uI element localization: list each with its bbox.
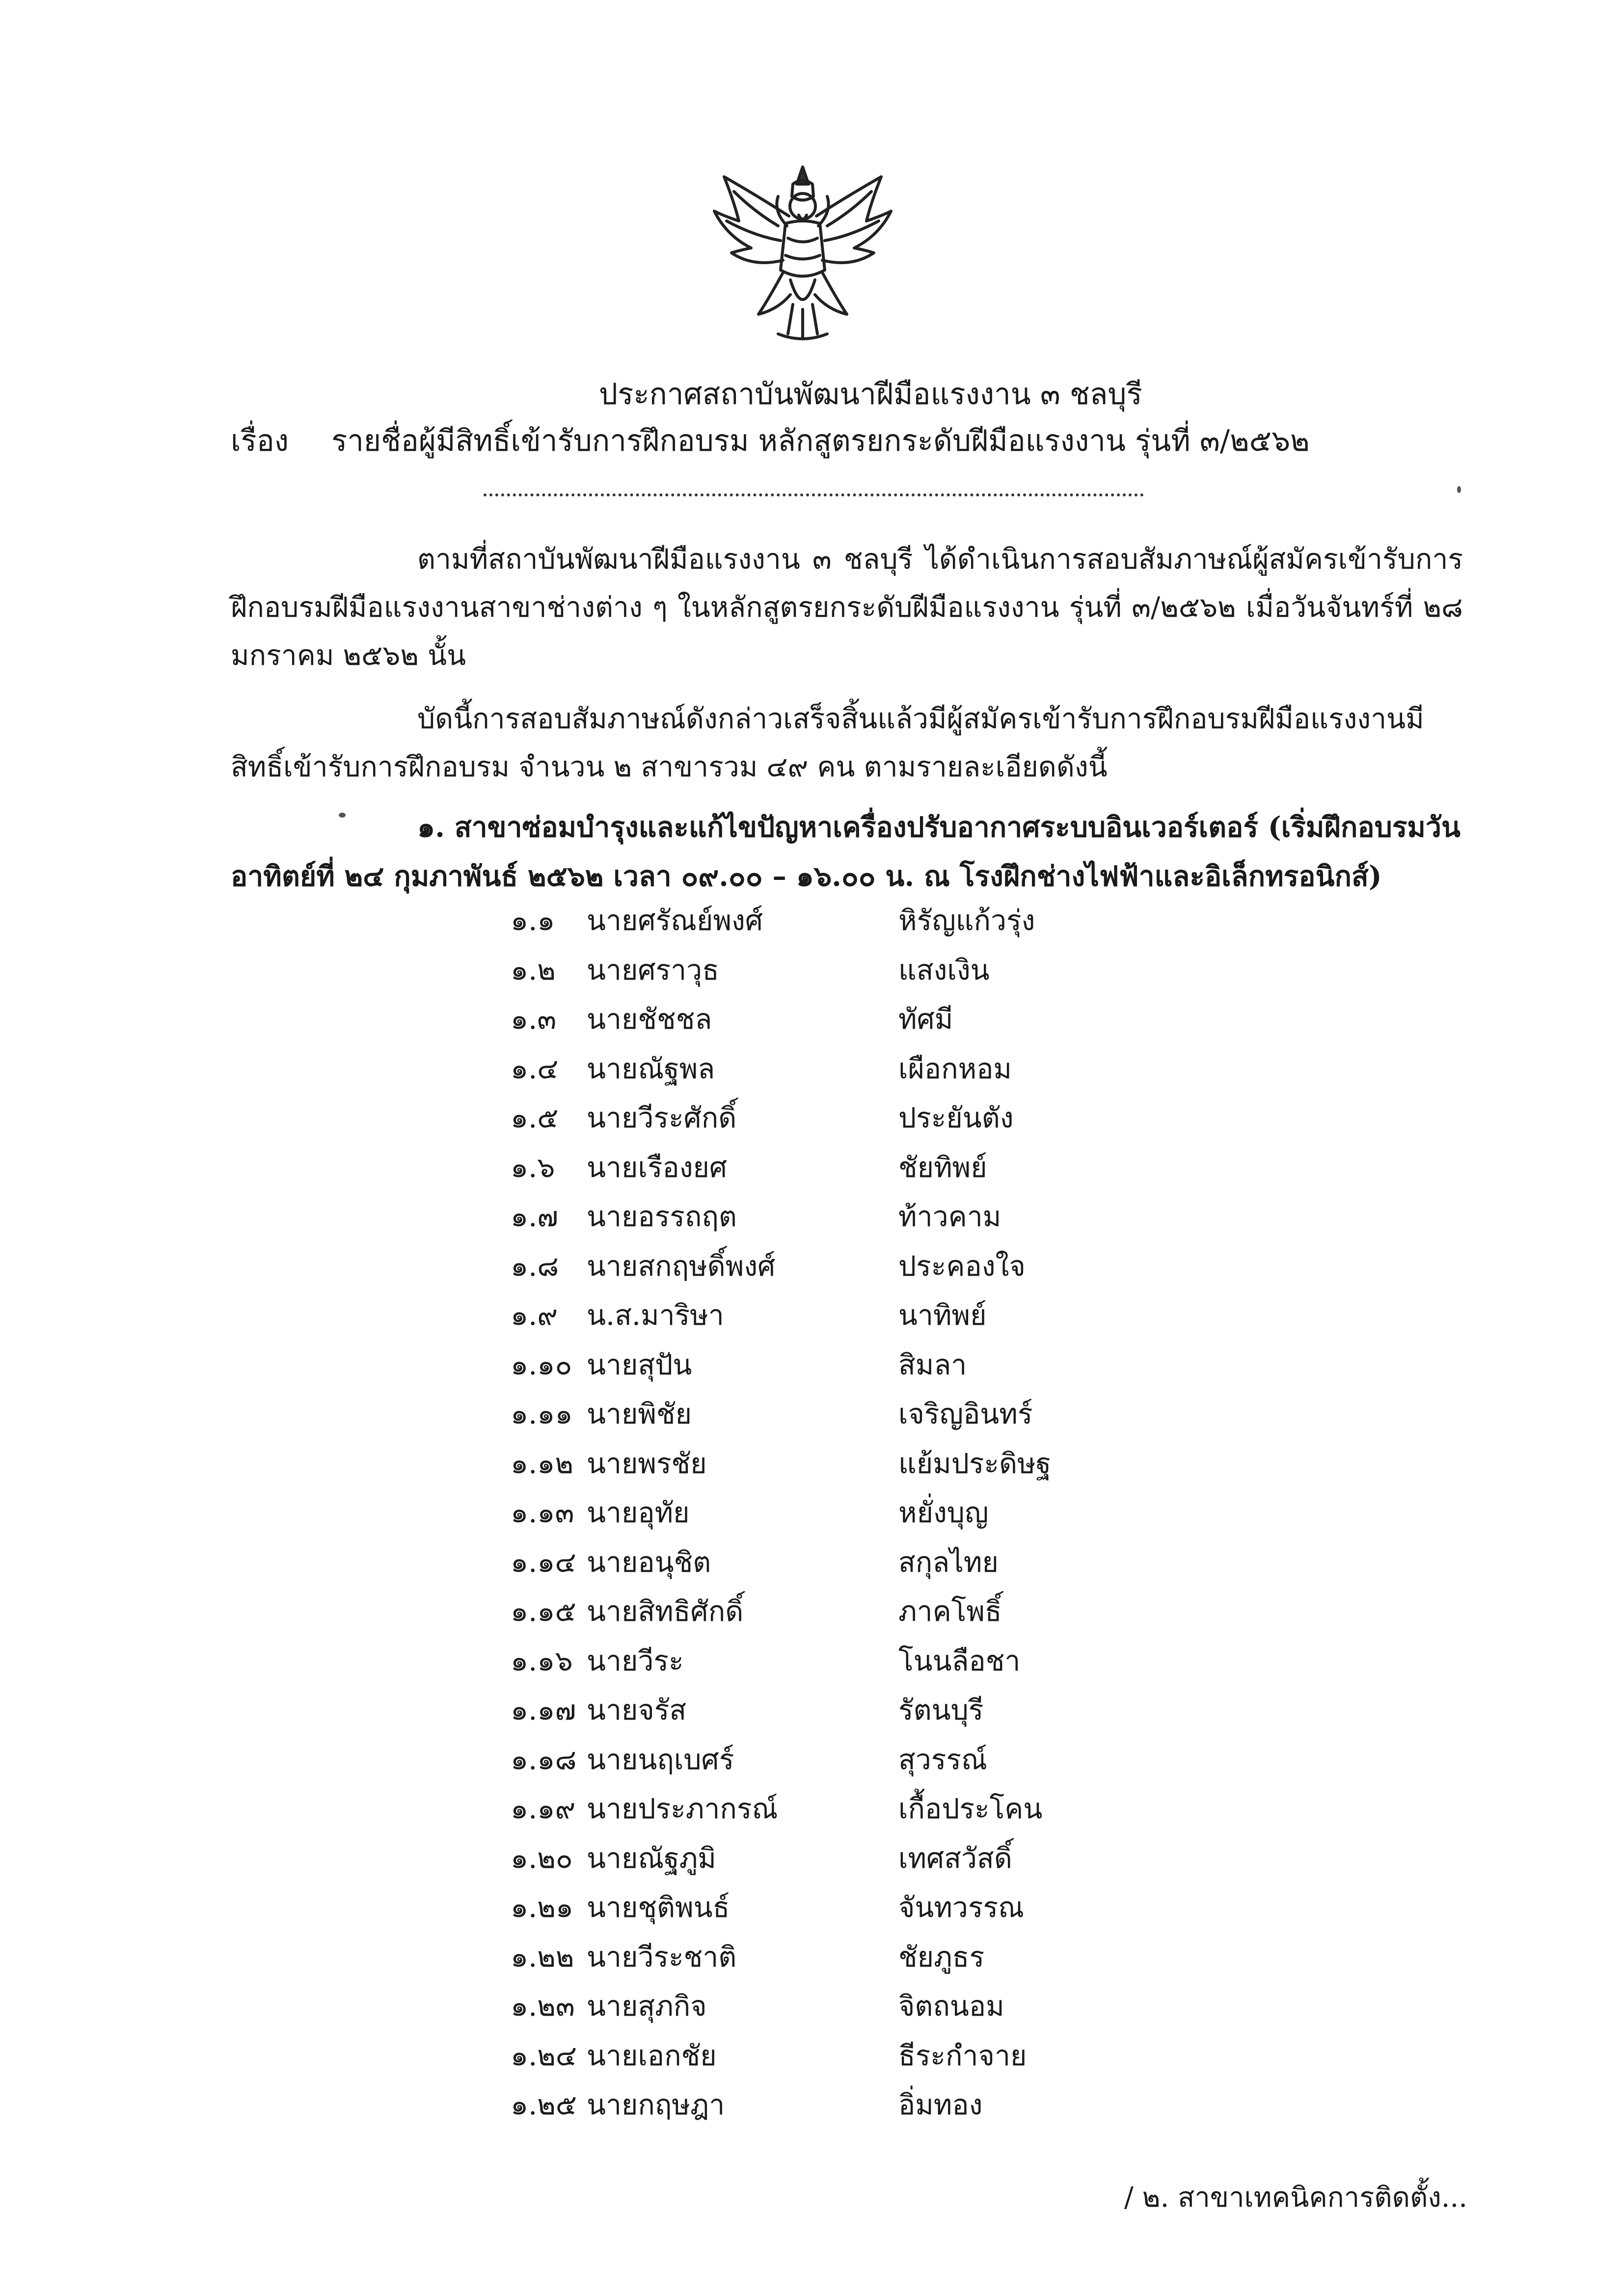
name-number: ๑.๕: [511, 1102, 559, 1134]
first-name: น.ส.มาริษา: [587, 1299, 724, 1332]
name-number: ๑.๑๘: [511, 1743, 577, 1776]
first-name: นายอนุชิต: [587, 1546, 711, 1579]
last-name: นาทิพย์: [898, 1299, 987, 1332]
first-name: นายเอกชัย: [587, 2039, 717, 2072]
first-name: นายอุทัย: [587, 1497, 690, 1529]
name-number: ๑.๒๕: [511, 2089, 577, 2121]
first-name: นายณัฐภูมิ: [587, 1842, 716, 1875]
subject-label: เรื่อง: [231, 424, 289, 458]
name-number: ๑.๒๔: [511, 2039, 577, 2072]
name-number: ๑.๒: [511, 954, 556, 986]
last-name: สกุลไทย: [898, 1546, 999, 1579]
last-name: เจริญอินทร์: [898, 1398, 1033, 1430]
first-name: นายสกฤษดิ์พงศ์: [587, 1250, 776, 1283]
subject-line: [231, 417, 1310, 464]
last-name: จิตถนอม: [898, 1990, 1004, 2023]
first-name: นายวีระชาติ: [587, 1941, 737, 1973]
first-name: นายวีระศักดิ์: [587, 1102, 737, 1134]
last-name: ธีระกำจาย: [898, 2039, 1027, 2072]
first-name: นายณัฐพล: [587, 1052, 715, 1085]
first-name: นายชุติพนธ์: [587, 1891, 730, 1924]
first-name: นายสิทธิศักดิ์: [587, 1595, 744, 1628]
section-1-title: [231, 803, 1463, 901]
name-number: ๑.๒๓: [511, 1990, 575, 2023]
first-name: นายศรัณย์พงศ์: [587, 904, 763, 937]
name-number: ๑.๑: [511, 904, 555, 937]
name-number: ๑.๒๒: [511, 1941, 574, 1973]
name-number: ๑.๗: [511, 1201, 559, 1233]
name-number: ๑.๘: [511, 1250, 559, 1283]
continuation-note: / ๒. สาขาเทคนิคการติดตั้ง...: [1124, 2182, 1468, 2214]
first-name: นายวีระ: [587, 1644, 684, 1677]
name-number: ๑.๒๐: [511, 1842, 573, 1875]
last-name: ชัยทิพย์: [898, 1151, 987, 1184]
name-number: ๑.๑๕: [511, 1595, 576, 1628]
last-name: อิ่มทอง: [898, 2089, 983, 2121]
first-name: นายชัชชล: [587, 1003, 712, 1036]
last-name: ท้าวคาม: [898, 1201, 1001, 1233]
first-name: นายสุปัน: [587, 1348, 692, 1381]
garuda-emblem: [704, 157, 901, 354]
section-1-title-text: ๑. สาขาซ่อมบำรุงและแก้ไขปัญหาเครื่องปรับอากาศระบบอินเวอร์เตอร์ (เริ่มฝึกอบรมวันอาทิตย์ที่ ๒๔ กุมภาพันธ์ ๒๕๖๒ เวลา ๐๙.๐๐ – ๑๖.๐๐ น. ณ โรงฝึกช่างไฟฟ้าและอิเล็กทรอนิกส์): [231, 811, 1461, 893]
first-name: นายเรืองยศ: [587, 1151, 728, 1184]
last-name: ชัยภูธร: [898, 1941, 985, 1973]
name-number: ๑.๑๐: [511, 1348, 572, 1381]
last-name: เกื้อประโคน: [898, 1793, 1043, 1825]
last-name: เทศสวัสดิ์: [898, 1842, 1012, 1875]
last-name: หยั่งบุญ: [898, 1497, 989, 1529]
name-number: ๑.๓: [511, 1003, 557, 1036]
last-name: สิมลา: [898, 1348, 967, 1381]
last-name: เผือกหอม: [898, 1052, 1012, 1085]
first-name: นายพิชัย: [587, 1398, 692, 1430]
first-name: นายจรัส: [587, 1694, 687, 1726]
first-name: นายอรรถฤต: [587, 1201, 737, 1233]
last-name: สุวรรณ์: [898, 1743, 987, 1776]
announcement-title: ประกาศสถาบันพัฒนาฝีมือแรงงาน ๓ ชลบุรี: [599, 377, 1142, 411]
last-name: รัตนบุรี: [898, 1694, 984, 1726]
last-name: แย้มประดิษฐ: [898, 1447, 1052, 1480]
name-number: ๑.๑๔: [511, 1546, 576, 1579]
last-name: ทัศมี: [898, 1003, 953, 1036]
dotted-separator: [484, 493, 1144, 496]
name-number: ๑.๑๑: [511, 1398, 573, 1430]
name-number: ๑.๑๙: [511, 1793, 576, 1825]
paragraph-intro: [231, 535, 1463, 680]
last-name: ภาคโพธิ์: [898, 1595, 1002, 1628]
first-name: นายพรชัย: [587, 1447, 707, 1480]
name-number: ๑.๑๗: [511, 1694, 576, 1726]
name-number: ๑.๒๑: [511, 1891, 574, 1924]
paragraph-result: [231, 695, 1463, 791]
paragraph-result-text: บัดนี้การสอบสัมภาษณ์ดังกล่าวเสร็จสิ้นแล้วมีผู้สมัครเข้ารับการฝึกอบรมฝีมือแรงงานมีสิทธิ์เข้ารับการฝึกอบรม จำนวน ๒ สาขารวม ๔๙ คน ตามรายละเอียดดังนี้: [231, 703, 1424, 783]
first-name: นายศราวุธ: [587, 954, 719, 986]
last-name: จันทวรรณ: [898, 1891, 1025, 1924]
paragraph-intro-text: ตามที่สถาบันพัฒนาฝีมือแรงงาน ๓ ชลบุรี ได้ดำเนินการสอบสัมภาษณ์ผู้สมัครเข้ารับการฝึกอบรมฝีมือแรงงานสาขาช่างต่าง ๆ ในหลักสูตรยกระดับฝีมือแรงงาน รุ่นที่ ๓/๒๕๖๒ เมื่อวันจันทร์ที่ ๒๘ มกราคม ๒๕๖๒ นั้น: [231, 543, 1463, 672]
scan-speck: [1457, 486, 1461, 493]
last-name: แสงเงิน: [898, 954, 990, 986]
first-name: นายนฤเบศร์: [587, 1743, 734, 1776]
last-name: หิรัญแก้วรุ่ง: [898, 904, 1035, 937]
name-number: ๑.๑๒: [511, 1447, 574, 1480]
name-number: ๑.๑๖: [511, 1644, 573, 1677]
first-name: นายประภากรณ์: [587, 1793, 778, 1825]
last-name: ประคองใจ: [898, 1250, 1026, 1283]
name-number: ๑.๙: [511, 1299, 558, 1332]
last-name: ประยันตัง: [898, 1102, 1014, 1134]
last-name: โนนลือชา: [898, 1644, 1021, 1677]
name-number: ๑.๔: [511, 1052, 559, 1085]
name-number: ๑.๖: [511, 1151, 555, 1184]
scan-speck: [339, 813, 346, 818]
subject-text: รายชื่อผู้มีสิทธิ์เข้ารับการฝึกอบรม หลักสูตรยกระดับฝีมือแรงงาน รุ่นที่ ๓/๒๕๖๒: [331, 424, 1310, 458]
name-number: ๑.๑๓: [511, 1497, 574, 1529]
first-name: นายสุภกิจ: [587, 1990, 707, 2023]
first-name: นายกฤษฎา: [587, 2089, 725, 2121]
